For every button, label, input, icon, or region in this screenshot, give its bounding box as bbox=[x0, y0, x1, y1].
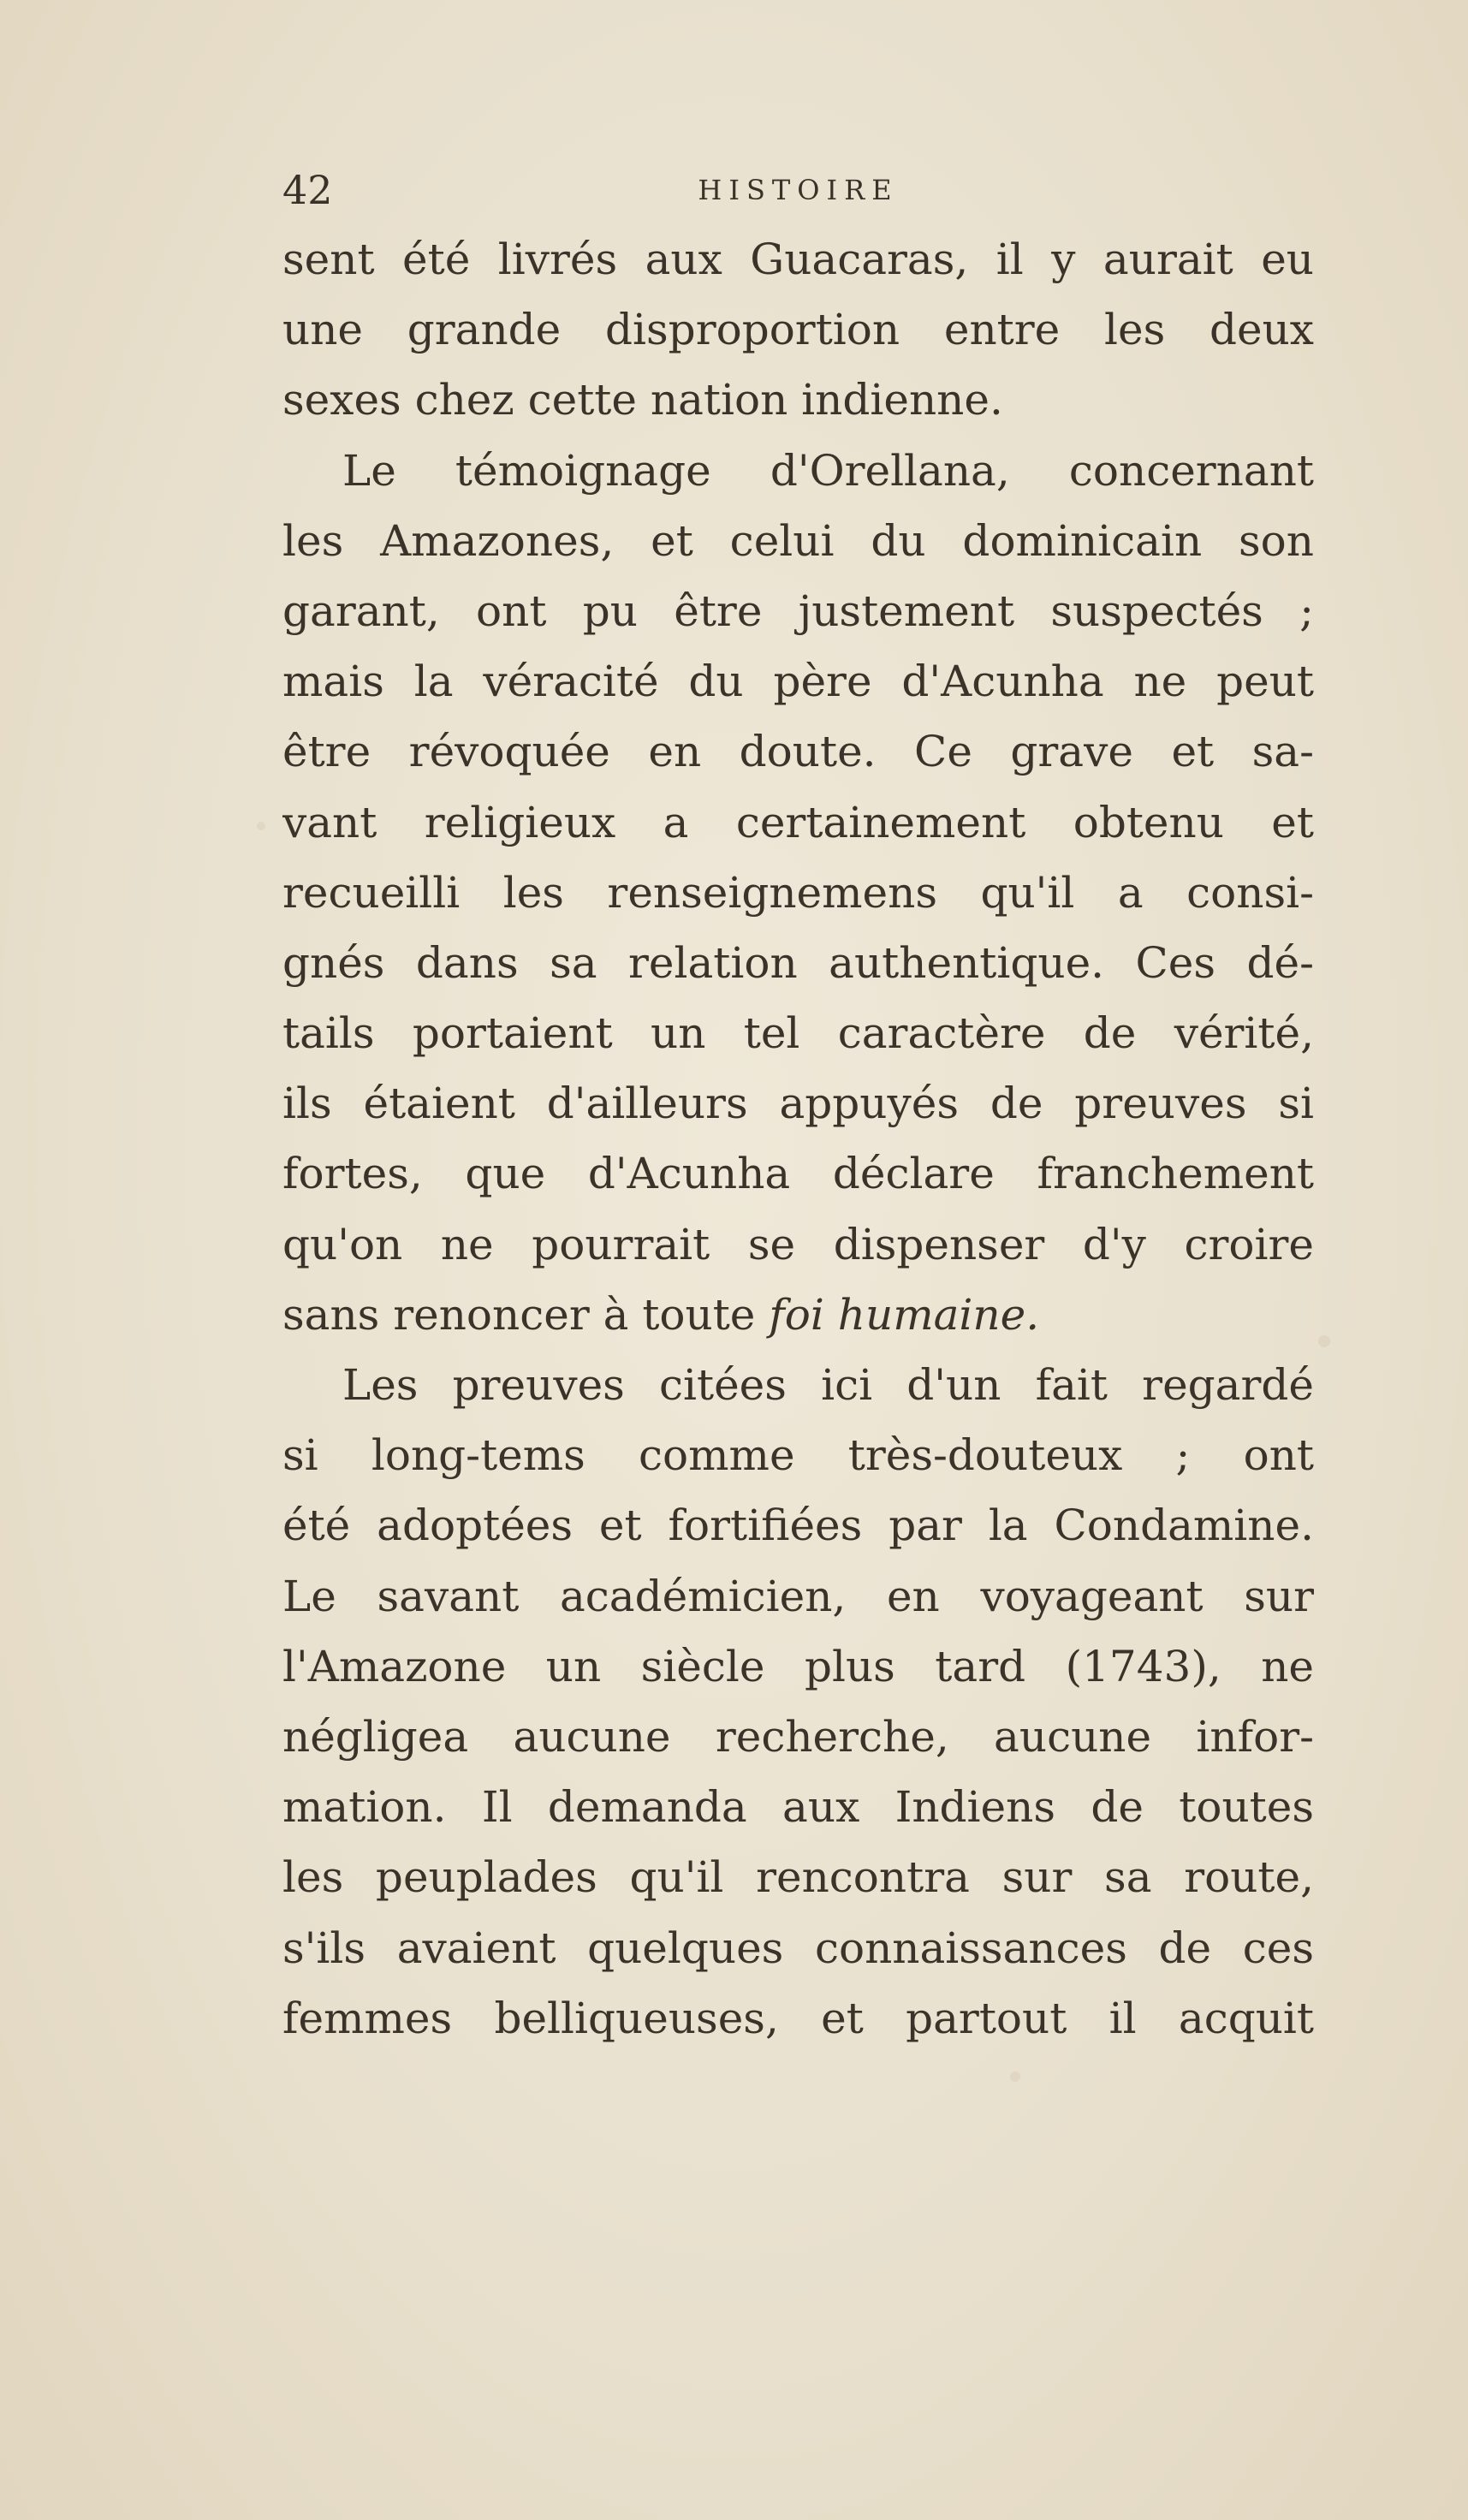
text-line-start: sans renoncer à toute bbox=[282, 1289, 770, 1340]
text-line: tails portaient un tel caractère de vérité, bbox=[282, 1008, 1314, 1059]
foxing-spot bbox=[257, 822, 265, 830]
text-line: sent été livrés aux Guacaras, il y aurait eu bbox=[282, 235, 1314, 284]
text-line: être révoquée en doute. Ce grave et sa- bbox=[282, 727, 1314, 777]
page-number: 42 bbox=[282, 167, 333, 213]
text-line: les peuplades qu'il rencontra sur sa route, bbox=[282, 1852, 1314, 1903]
text-line: Le savant académicien, en voyageant sur bbox=[282, 1571, 1314, 1621]
text-line: s'ils avaient quelques connaissances de ces bbox=[282, 1923, 1314, 1973]
text-line: une grande disproportion entre les deux bbox=[282, 305, 1314, 355]
text-line: les Amazones, et celui du dominicain son bbox=[282, 515, 1314, 566]
text-line: gnés dans sa relation authentique. Ces dé- bbox=[282, 937, 1314, 988]
text-line: vant religieux a certainement obtenu et bbox=[282, 797, 1314, 847]
text-line: négligea aucune recherche, aucune infor- bbox=[282, 1711, 1314, 1762]
text-line: Le témoignage d'Orellana, concernant bbox=[342, 445, 1314, 496]
text-line: été adoptées et fortifiées par la Condamine. bbox=[282, 1501, 1314, 1551]
foxing-spot bbox=[1318, 1335, 1330, 1347]
text-line: mation. Il demanda aux Indiens de toutes bbox=[282, 1782, 1314, 1833]
italic-phrase: foi humaine. bbox=[769, 1289, 1040, 1340]
page-header bbox=[282, 164, 1314, 216]
text-line: Les preuves citées ici d'un fait regardé bbox=[342, 1360, 1314, 1410]
text-line: l'Amazone un siècle plus tard (1743), ne bbox=[282, 1641, 1314, 1691]
text-line: qu'on ne pourrait se dispenser d'y croire bbox=[282, 1219, 1314, 1269]
text-line: si long-tems comme très-douteux ; ont bbox=[282, 1430, 1314, 1481]
text-line: mais la véracité du père d'Acunha ne peut bbox=[282, 657, 1314, 707]
text-line: garant, ont pu être justement suspectés ; bbox=[282, 585, 1314, 636]
running-title: HISTOIRE bbox=[698, 174, 899, 206]
text-line: sexes chez cette nation indienne. bbox=[282, 375, 1003, 425]
text-line: ils étaient d'ailleurs appuyés de preuves si bbox=[282, 1079, 1314, 1129]
text-line: femmes belliqueuses, et partout il acquit bbox=[282, 1993, 1314, 2043]
text-line: recueilli les renseignemens qu'il a consi- bbox=[282, 867, 1314, 918]
text-line-with-italic bbox=[282, 1280, 1314, 1350]
body-text bbox=[282, 224, 1314, 2053]
foxing-spot bbox=[1010, 2071, 1020, 2082]
text-line: fortes, que d'Acunha déclare franchement bbox=[282, 1149, 1314, 1199]
